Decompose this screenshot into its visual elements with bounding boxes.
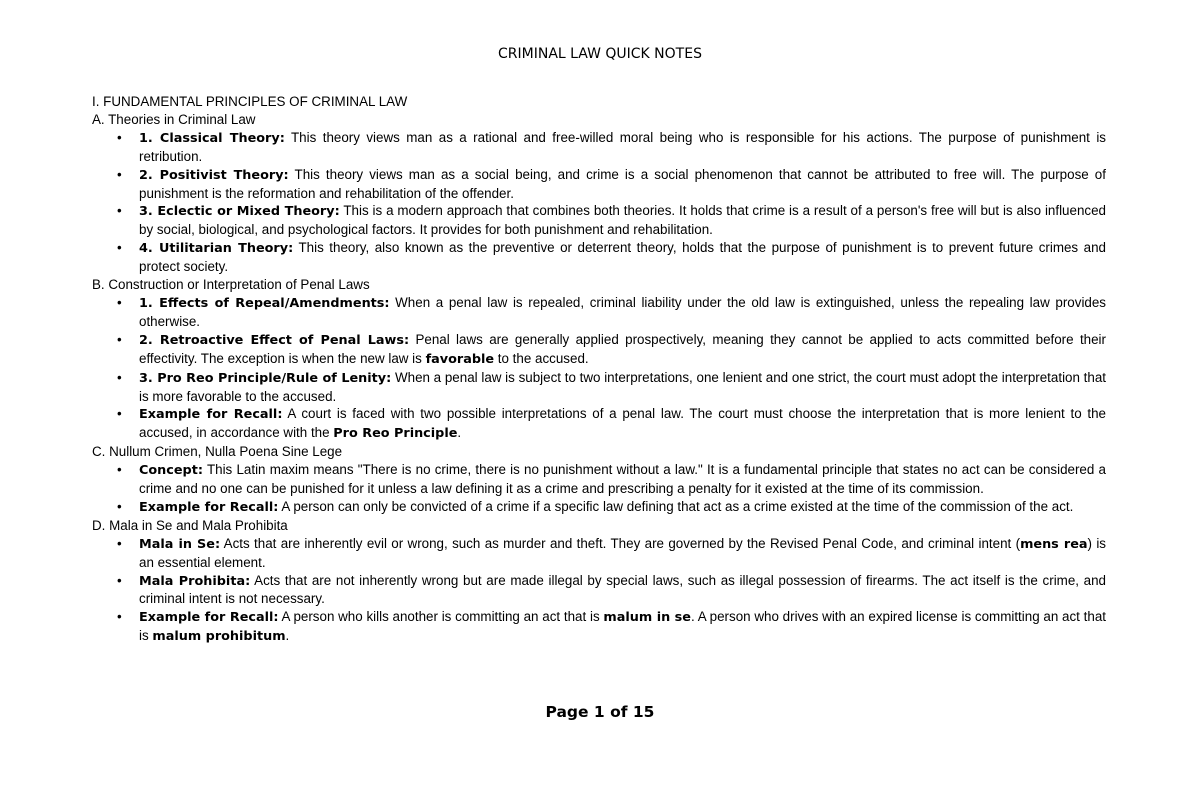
item-term: 2. Positivist Theory: bbox=[139, 167, 289, 183]
item-text: Penal laws are generally applied prospectively, meaning they cannot be applied to acts committed before their effectivity. The exception is when the new law is bbox=[139, 331, 1106, 366]
page-number: Page 1 of 15 bbox=[545, 703, 655, 721]
bullet-icon: • bbox=[117, 498, 122, 514]
item-text: This theory views man as a social being, and crime is a social phenomenon that cannot be attributed to free will. The purpose of punishment is the reformation and rehabilitation of the offender. bbox=[139, 166, 1106, 201]
list-item bbox=[117, 331, 1106, 369]
subsection-heading: C. Nullum Crimen, Nulla Poena Sine Lege bbox=[92, 444, 343, 460]
item-text: Acts that are inherently evil or wrong, such as murder and theft. They are governed by the Revised Penal Code, and criminal intent ( bbox=[220, 535, 1021, 551]
section-heading: I. FUNDAMENTAL PRINCIPLES OF CRIMINAL LAW bbox=[92, 94, 408, 109]
bullet-icon: • bbox=[117, 294, 122, 310]
list-item bbox=[117, 202, 1106, 239]
item-term: 2. Retroactive Effect of Penal Laws: bbox=[139, 332, 410, 348]
item-term: Example for Recall: bbox=[139, 610, 279, 626]
item-term: Mala Prohibita: bbox=[139, 573, 251, 589]
bullet-icon: • bbox=[117, 129, 122, 145]
item-text: A person who kills another is committing an act that is bbox=[278, 609, 604, 625]
bullet-icon: • bbox=[117, 572, 122, 588]
bullet-list bbox=[92, 129, 1106, 276]
item-text: When a penal law is subject to two interpretations, one lenient and one strict, the court must adopt the interpretation that is more favorable to the accused. bbox=[139, 369, 1106, 404]
list-item bbox=[117, 498, 1106, 517]
document-title: CRIMINAL LAW QUICK NOTES bbox=[498, 46, 702, 62]
item-text: to the accused. bbox=[494, 350, 589, 366]
bullet-icon: • bbox=[117, 462, 122, 478]
item-term: Concept: bbox=[139, 463, 203, 479]
item-term: Example for Recall: bbox=[139, 407, 283, 423]
bullet-icon: • bbox=[117, 406, 122, 422]
item-emphasis: Pro Reo Principle bbox=[333, 426, 458, 442]
list-item bbox=[117, 166, 1106, 203]
list-item bbox=[117, 405, 1106, 443]
item-text: When a penal law is repealed, criminal liability under the old law is extinguished, unless the repealing law provides otherwise. bbox=[139, 294, 1107, 329]
item-text: This Latin maxim means "There is no crime, there is no punishment without a law." It is a fundamental principle that states no act can be considered a crime and no one can be punished for it unless a law defining it as a crime and prescribing a penalty for it existed at the time of its commission. bbox=[139, 462, 1106, 497]
item-term: 3. Pro Reo Principle/Rule of Lenity: bbox=[139, 370, 392, 386]
bullet-list bbox=[92, 461, 1106, 517]
item-text: A court is faced with two possible interpretations of a penal law. The court must choose the interpretation that is more lenient to the accused, in accordance with the bbox=[139, 406, 1106, 441]
item-text: ) is an essential element. bbox=[139, 535, 1106, 570]
bullet-icon: • bbox=[117, 331, 122, 347]
item-text: . bbox=[285, 628, 290, 644]
item-emphasis: mens rea bbox=[1020, 536, 1088, 552]
item-emphasis: favorable bbox=[425, 351, 495, 367]
item-term: Example for Recall: bbox=[139, 499, 279, 515]
item-text: This is a modern approach that combines both theories. It holds that crime is a result of a person's free will but is also influenced by social, biological, and psychological factors. It provides for both punishment and rehabilitation. bbox=[139, 203, 1106, 238]
bullet-icon: • bbox=[117, 203, 122, 219]
bullet-icon: • bbox=[117, 166, 122, 182]
list-item bbox=[117, 608, 1106, 646]
list-item bbox=[117, 294, 1107, 331]
item-text: This theory, also known as the preventive or deterrent theory, holds that the purpose of punishment is to prevent future crimes and protect society. bbox=[139, 240, 1106, 275]
item-term: 4. Utilitarian Theory: bbox=[139, 241, 294, 257]
subsection-heading: B. Construction or Interpretation of Penal Laws bbox=[92, 277, 370, 293]
list-item bbox=[117, 369, 1106, 406]
bullet-icon: • bbox=[117, 535, 122, 551]
item-text: . A person who drives with an expired license is committing an act that is bbox=[139, 609, 1106, 644]
item-term: 3. Eclectic or Mixed Theory: bbox=[139, 204, 340, 220]
bullet-list bbox=[92, 535, 1106, 646]
item-text: This theory views man as a rational and free-willed moral being who is responsible for his actions. The purpose of punishment is retribution. bbox=[139, 129, 1106, 164]
bullet-icon: • bbox=[117, 240, 122, 256]
bullet-list bbox=[92, 294, 1106, 443]
document-body bbox=[92, 93, 1106, 646]
item-emphasis: malum in se bbox=[603, 610, 691, 626]
list-item bbox=[117, 535, 1106, 572]
item-term: Mala in Se: bbox=[139, 536, 221, 552]
subsection-heading: A. Theories in Criminal Law bbox=[92, 111, 256, 127]
item-text: Acts that are not inherently wrong but are made illegal by special laws, such as illegal possession of firearms. The act itself is the crime, and criminal intent is not necessary. bbox=[139, 572, 1107, 607]
bullet-icon: • bbox=[117, 369, 122, 385]
item-term: 1. Effects of Repeal/Amendments: bbox=[139, 295, 390, 311]
item-text: . bbox=[457, 425, 462, 441]
item-emphasis: malum prohibitum bbox=[152, 629, 286, 645]
list-item bbox=[117, 572, 1107, 609]
bullet-icon: • bbox=[117, 609, 122, 625]
list-item bbox=[117, 129, 1106, 166]
subsection-heading: D. Mala in Se and Mala Prohibita bbox=[92, 517, 288, 533]
list-item bbox=[117, 239, 1106, 276]
item-text: A person can only be convicted of a crime if a specific law defining that act as a crime existed at the time of the commission of the act. bbox=[278, 498, 1074, 514]
list-item bbox=[117, 461, 1106, 498]
item-term: 1. Classical Theory: bbox=[139, 130, 285, 146]
